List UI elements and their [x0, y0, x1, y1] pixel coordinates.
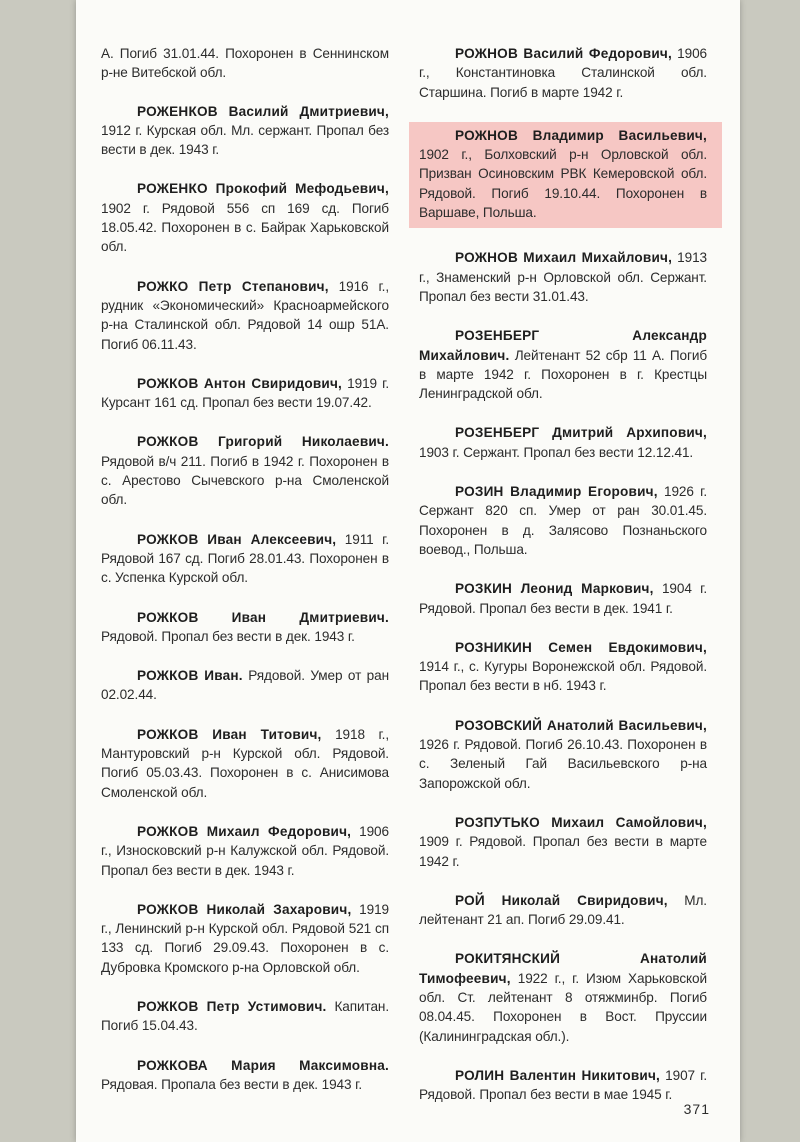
entry-text: 1902 г., Болховский р-н Орловской обл. Призван Осиновским РВК Кемеровской обл. Рядовой. Погиб 19.10.44. Похоронен в Варшаве, Польша.	[419, 147, 707, 221]
entry-name: РОЖКОВ Иван.	[137, 668, 243, 684]
list-item	[101, 277, 389, 354]
entry-text: 1926 г. Рядовой. Погиб 26.10.43. Похоронен в с. Зеленый Гай Васильевского р-на Запорожской обл.	[419, 737, 707, 791]
list-item	[419, 1066, 707, 1105]
list-item	[101, 1056, 389, 1095]
entry-name: РОЖКОВ Иван Дмитриевич.	[137, 609, 389, 625]
list-item	[101, 997, 389, 1036]
entry-name: РОЛИН Валентин Никитович,	[455, 1067, 661, 1083]
entry-name: РОЗОВСКИЙ Анатолий Васильевич,	[455, 717, 707, 733]
entry-name: РОЗЕНБЕРГ Александр Михайлович.	[419, 328, 707, 363]
entry-text: 1902 г. Рядовой 556 сп 169 сд. Погиб 18.05.42. Похоронен в с. Байрак Харьковской обл.	[101, 200, 389, 255]
entry-name: РОЖКОВ Михаил Федорович,	[137, 823, 352, 839]
entry-text: Рядовой. Умер от ран 02.02.44.	[101, 668, 389, 703]
highlighted-entry	[409, 122, 722, 228]
list-item	[101, 179, 389, 256]
list-item	[101, 432, 389, 509]
list-item	[101, 102, 389, 160]
entry-text: 1906 г., Износковский р-н Калужской обл. Рядовой. Пропал без вести в дек. 1943 г.	[101, 823, 389, 878]
entry-text: 1906 г., Константиновка Сталинской обл. Старшина. Погиб в марте 1942 г.	[419, 46, 707, 100]
entry-text: 1919 г., Ленинский р-н Курской обл. Рядовой 521 сп 133 сд. Погиб 29.09.43. Похоронен в с. Дубровка Кромского р-на Орловской обл.	[101, 901, 389, 975]
list-item	[101, 900, 389, 977]
entry-text: 1903 г. Сержант. Пропал без вести 12.12.41.	[419, 444, 694, 460]
list-item	[419, 423, 707, 462]
list-item	[101, 822, 389, 880]
entry-name: РОЙ Николай Свиридович,	[455, 892, 668, 908]
entry-name: РОЗИН Владимир Егорович,	[455, 484, 658, 500]
entry-name: РОЖКО Петр Степанович,	[137, 278, 329, 294]
list-item	[101, 666, 389, 705]
entry-name: РОЖКОВ Николай Захарович,	[137, 901, 352, 917]
entry-name: РОЗПУТЬКО Михаил Самойлович,	[455, 814, 707, 830]
entry-text: 1909 г. Рядовой. Пропал без вести в марте 1942 г.	[419, 834, 707, 869]
entry-name: РОЖКОВ Иван Титович,	[137, 726, 322, 742]
list-item	[101, 530, 389, 588]
entry-name: РОЖКОВ Григорий Николаевич.	[137, 434, 389, 450]
right-column	[419, 44, 707, 1124]
entry-text: 1904 г. Рядовой. Пропал без вести в дек. 1941 г.	[419, 581, 707, 616]
entry-name: РОКИТЯНСКИЙ Анатолий Тимофеевич,	[419, 951, 707, 986]
list-item	[101, 725, 389, 802]
entry-text: 1914 г., с. Кугуры Воронежской обл. Рядовой. Пропал без вести в нб. 1943 г.	[419, 659, 707, 694]
list-item	[419, 482, 707, 559]
entry-name: РОЗНИКИН Семен Евдокимович,	[455, 639, 707, 655]
entry-name: РОЗКИН Леонид Маркович,	[455, 581, 654, 597]
entry-text: Рядовой в/ч 211. Погиб в 1942 г. Похоронен в с. Арестово Сычевского р-на Смоленской обл.	[101, 453, 389, 508]
entry-name: РОЗЕНБЕРГ Дмитрий Архипович,	[455, 425, 707, 441]
entry-name: РОЖКОВА Мария Максимовна.	[137, 1057, 389, 1073]
list-item	[419, 949, 707, 1045]
entry-name: РОЖНОВ Василий Федорович,	[455, 46, 672, 61]
entry-text: Лейтенант 52 сбр 11 А. Погиб в марте 1942 г. Похоронен в г. Крестцы Ленинградской обл.	[419, 347, 707, 402]
list-item	[419, 579, 707, 618]
list-item	[101, 44, 389, 83]
entry-text: Рядовая. Пропала без вести в дек. 1943 г.	[101, 1076, 363, 1092]
entry-text: 1911 г. Рядовой 167 сд. Погиб 28.01.43. Похоронен в с. Успенка Курской обл.	[101, 531, 389, 586]
list-item	[101, 374, 389, 413]
book-page	[76, 0, 740, 1142]
entry-name: РОЖКОВ Иван Алексеевич,	[137, 531, 337, 547]
entry-name: РОЖНОВ Михаил Михайлович,	[455, 250, 673, 266]
list-item	[419, 716, 707, 793]
entry-text: Мл. лейтенант 21 ап. Погиб 29.09.41.	[419, 892, 707, 928]
entry-text: 1926 г. Сержант 820 сп. Умер от ран 30.01.45. Похоронен в д. Залясово Познаньского воевод., Польша.	[419, 484, 707, 557]
entry-text: Рядовой. Пропал без вести в дек. 1943 г.	[101, 628, 355, 644]
page-number: 371	[683, 1101, 710, 1117]
entry-text: 1919 г. Курсант 161 сд. Пропал без вести 19.07.42.	[101, 375, 389, 411]
entry-name: РОЖЕНКО Прокофий Мефодьевич,	[137, 181, 389, 197]
entry-text: 1922 г., г. Изюм Харьковской обл. Ст. лейтенант 8 отяжминбр. Погиб 08.04.45. Похоронен в Вост. Пруссии (Калининградская обл.).	[419, 970, 707, 1044]
list-item	[419, 44, 707, 102]
list-item	[419, 891, 707, 930]
entry-text: 1907 г. Рядовой. Пропал без вести в мае 1945 г.	[419, 1067, 707, 1103]
left-column	[101, 44, 389, 1114]
entry-text: 1913 г., Знаменский р-н Орловской обл. Сержант. Пропал без вести 31.01.43.	[419, 250, 707, 304]
entry-text: 1916 г., рудник «Экономический» Красноармейского р-на Сталинской обл. Рядовой 14 ошр 51А. Погиб 06.11.43.	[101, 278, 389, 352]
list-item	[419, 248, 707, 306]
entry-name: РОЖКОВ Петр Устимович.	[137, 998, 327, 1014]
list-item	[101, 608, 389, 647]
entry-text: 1918 г., Мантуровский р-н Курской обл. Рядовой. Погиб 05.03.43. Похоронен в с. Анисимова Смоленской обл.	[101, 726, 389, 800]
entry-text: 1912 г. Курская обл. Мл. сержант. Пропал без вести в дек. 1943 г.	[101, 122, 389, 158]
entry-text: А. Погиб 31.01.44. Похоронен в Сеннинском р-не Витебской обл.	[101, 46, 389, 81]
entry-name: РОЖНОВ Владимир Васильевич,	[455, 127, 707, 143]
entry-text: Капитан. Погиб 15.04.43.	[101, 998, 389, 1034]
list-item	[419, 813, 707, 871]
list-item	[419, 638, 707, 696]
entry-name: РОЖКОВ Антон Свиридович,	[137, 375, 343, 391]
list-item	[419, 326, 707, 403]
entry-name: РОЖЕНКОВ Василий Дмитриевич,	[137, 103, 389, 119]
